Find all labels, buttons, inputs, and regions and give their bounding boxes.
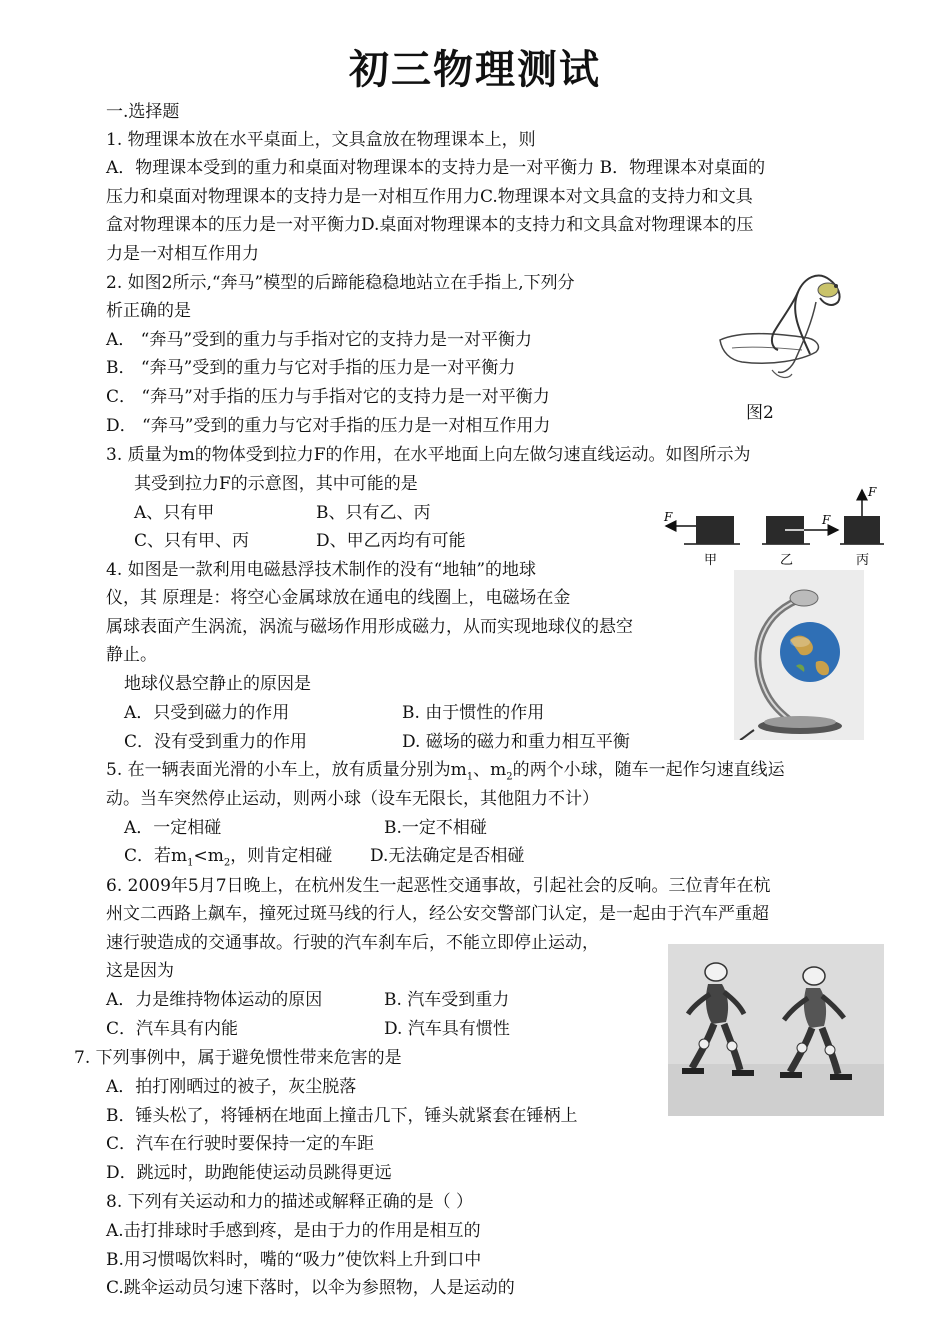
q5-text: 、m: [473, 760, 507, 780]
q5-text: ，则肯定相碰: [230, 846, 333, 866]
q3-stem: 3. 质量为m的物体受到拉力F的作用，在水平地面上向左做匀速直线运动。如图所示为: [106, 445, 751, 465]
q3-option-b: B、只有乙、丙: [316, 503, 431, 523]
q2-option-a: A． “奔马”受到的重力与手指对它的支持力是一对平衡力: [106, 330, 533, 350]
q2-stem: 析正确的是: [106, 301, 191, 321]
section-heading: 一.选择题: [106, 102, 180, 122]
q3-option-d: D、甲乙丙均有可能: [316, 531, 466, 551]
q5-option-d: D.无法确定是否相碰: [370, 846, 525, 866]
force-label-yi: F: [822, 513, 831, 527]
horse-on-finger-figure: [712, 262, 854, 394]
q8-option-a: A.击打排球时手感到疼，是由于力的作用是相互的: [106, 1221, 481, 1241]
q1-stem: 1. 物理课本放在水平桌面上，文具盒放在物理课本上，则: [106, 130, 536, 150]
label-yi: 乙: [780, 553, 794, 568]
q5-option-b: B.一定不相碰: [384, 818, 487, 838]
q4-line: 静止。: [106, 645, 157, 665]
levitating-globe-photo: [734, 570, 864, 740]
label-jia: 甲: [704, 553, 718, 568]
q6-option-d: D. 汽车具有惯性: [384, 1019, 510, 1039]
q4-option-d: D. 磁场的磁力和重力相互平衡: [402, 732, 630, 752]
q3-option-a: A、只有甲: [134, 503, 215, 523]
q7-option-a: A．拍打刚晒过的被子，灰尘脱落: [106, 1077, 357, 1097]
q4-option-b: B. 由于惯性的作用: [402, 703, 545, 723]
q3-stem: 其受到拉力F的示意图，其中可能的是: [134, 474, 418, 494]
q4-line: 地球仪悬空静止的原因是: [124, 674, 311, 694]
q1-line: A．物理课本受到的重力和桌面对物理课本的支持力是一对平衡力 B．物理课本对桌面的: [106, 158, 766, 178]
q2-option-c: C． “奔马”对手指的压力与手指对它的支持力是一对平衡力: [106, 387, 550, 407]
q7-option-d: D．跳远时，助跑能使运动员跳得更远: [106, 1163, 392, 1183]
subscript: 2: [223, 857, 231, 869]
label-bing: 丙: [856, 553, 870, 568]
q2-option-d: D． “奔马”受到的重力与它对手指的压力是一对相互作用力: [106, 416, 551, 436]
inline-skaters-photo: [668, 944, 884, 1116]
q7-stem: 7. 下列事例中，属于避免惯性带来危害的是: [74, 1048, 402, 1068]
q1-line: 压力和桌面对物理课本的支持力是一对相互作用力C.物理课本对文具盒的支持力和文具: [106, 187, 753, 207]
q8-stem: 8. 下列有关运动和力的描述或解释正确的是（ ）: [106, 1192, 474, 1212]
q5-option-a: A．一定相碰: [124, 818, 222, 838]
q5-text: <m: [193, 846, 224, 866]
q6-line: 6. 2009年5月7日晚上，在杭州发生一起恶性交通事故，引起社会的反响。三位青年在杭: [106, 876, 771, 896]
subscript: 2: [506, 771, 513, 783]
q2-option-b: B． “奔马”受到的重力与它对手指的压力是一对平衡力: [106, 358, 516, 378]
subscript: 1: [466, 771, 474, 783]
q7-option-c: C．汽车在行驶时要保持一定的车距: [106, 1134, 375, 1154]
q5-text: 的两个小球，随车一起作匀速直线运: [512, 760, 785, 780]
q5-option-c: [124, 846, 332, 873]
figure-2-caption: 图2: [746, 403, 774, 423]
q6-line: 速行驶造成的交通事故。行驶的汽车刹车后，不能立即停止运动，: [106, 933, 599, 953]
q5-line: 动。当车突然停止运动，则两小球（设车无限长，其他阻力不计）: [106, 789, 599, 809]
force-label-bing: F: [868, 485, 877, 499]
q6-option-c: C．汽车具有内能: [106, 1019, 239, 1039]
q6-line: 州文二西路上飙车，撞死过斑马线的行人，经公安交警部门认定，是一起由于汽车严重超: [106, 904, 769, 924]
q8-option-b: B.用习惯喝饮料时，嘴的“吸力”使饮料上升到口中: [106, 1250, 482, 1270]
page-title: 初三物理测试: [349, 46, 601, 93]
q7-option-b: B．锤头松了，将锤柄在地面上撞击几下，锤头就紧套在锤柄上: [106, 1106, 578, 1126]
q5-text: 5. 在一辆表面光滑的小车上，放有质量分别为m: [106, 760, 467, 780]
q4-option-a: A．只受到磁力的作用: [124, 703, 290, 723]
force-diagram-figure: [660, 482, 890, 574]
q1-line: 盒对物理课本的压力是一对平衡力D.桌面对物理课本的支持力和文具盒对物理课本的压: [106, 215, 754, 235]
q4-line: 仪，其 原理是：将空心金属球放在通电的线圈上，电磁场在金: [106, 588, 571, 608]
q5-text: C．若m: [124, 846, 188, 866]
q6-line: 这是因为: [106, 961, 174, 981]
q4-option-c: C．没有受到重力的作用: [124, 732, 308, 752]
q6-option-a: A．力是维持物体运动的原因: [106, 990, 323, 1010]
q8-option-c: C.跳伞运动员匀速下落时，以伞为参照物，人是运动的: [106, 1278, 515, 1298]
q5-line: [106, 760, 785, 787]
q4-line: 属球表面产生涡流，涡流与磁场作用形成磁力，从而实现地球仪的悬空: [106, 617, 633, 637]
subscript: 1: [187, 857, 194, 869]
q3-option-c: C、只有甲、丙: [134, 531, 250, 551]
force-label-jia: F: [664, 510, 673, 524]
q6-option-b: B. 汽车受到重力: [384, 990, 510, 1010]
q2-stem: 2. 如图2所示,“奔马”模型的后蹄能稳稳地站立在手指上,下列分: [106, 273, 575, 293]
q1-line: 力是一对相互作用力: [106, 244, 259, 264]
q4-line: 4. 如图是一款利用电磁悬浮技术制作的没有“地轴”的地球: [106, 560, 537, 580]
